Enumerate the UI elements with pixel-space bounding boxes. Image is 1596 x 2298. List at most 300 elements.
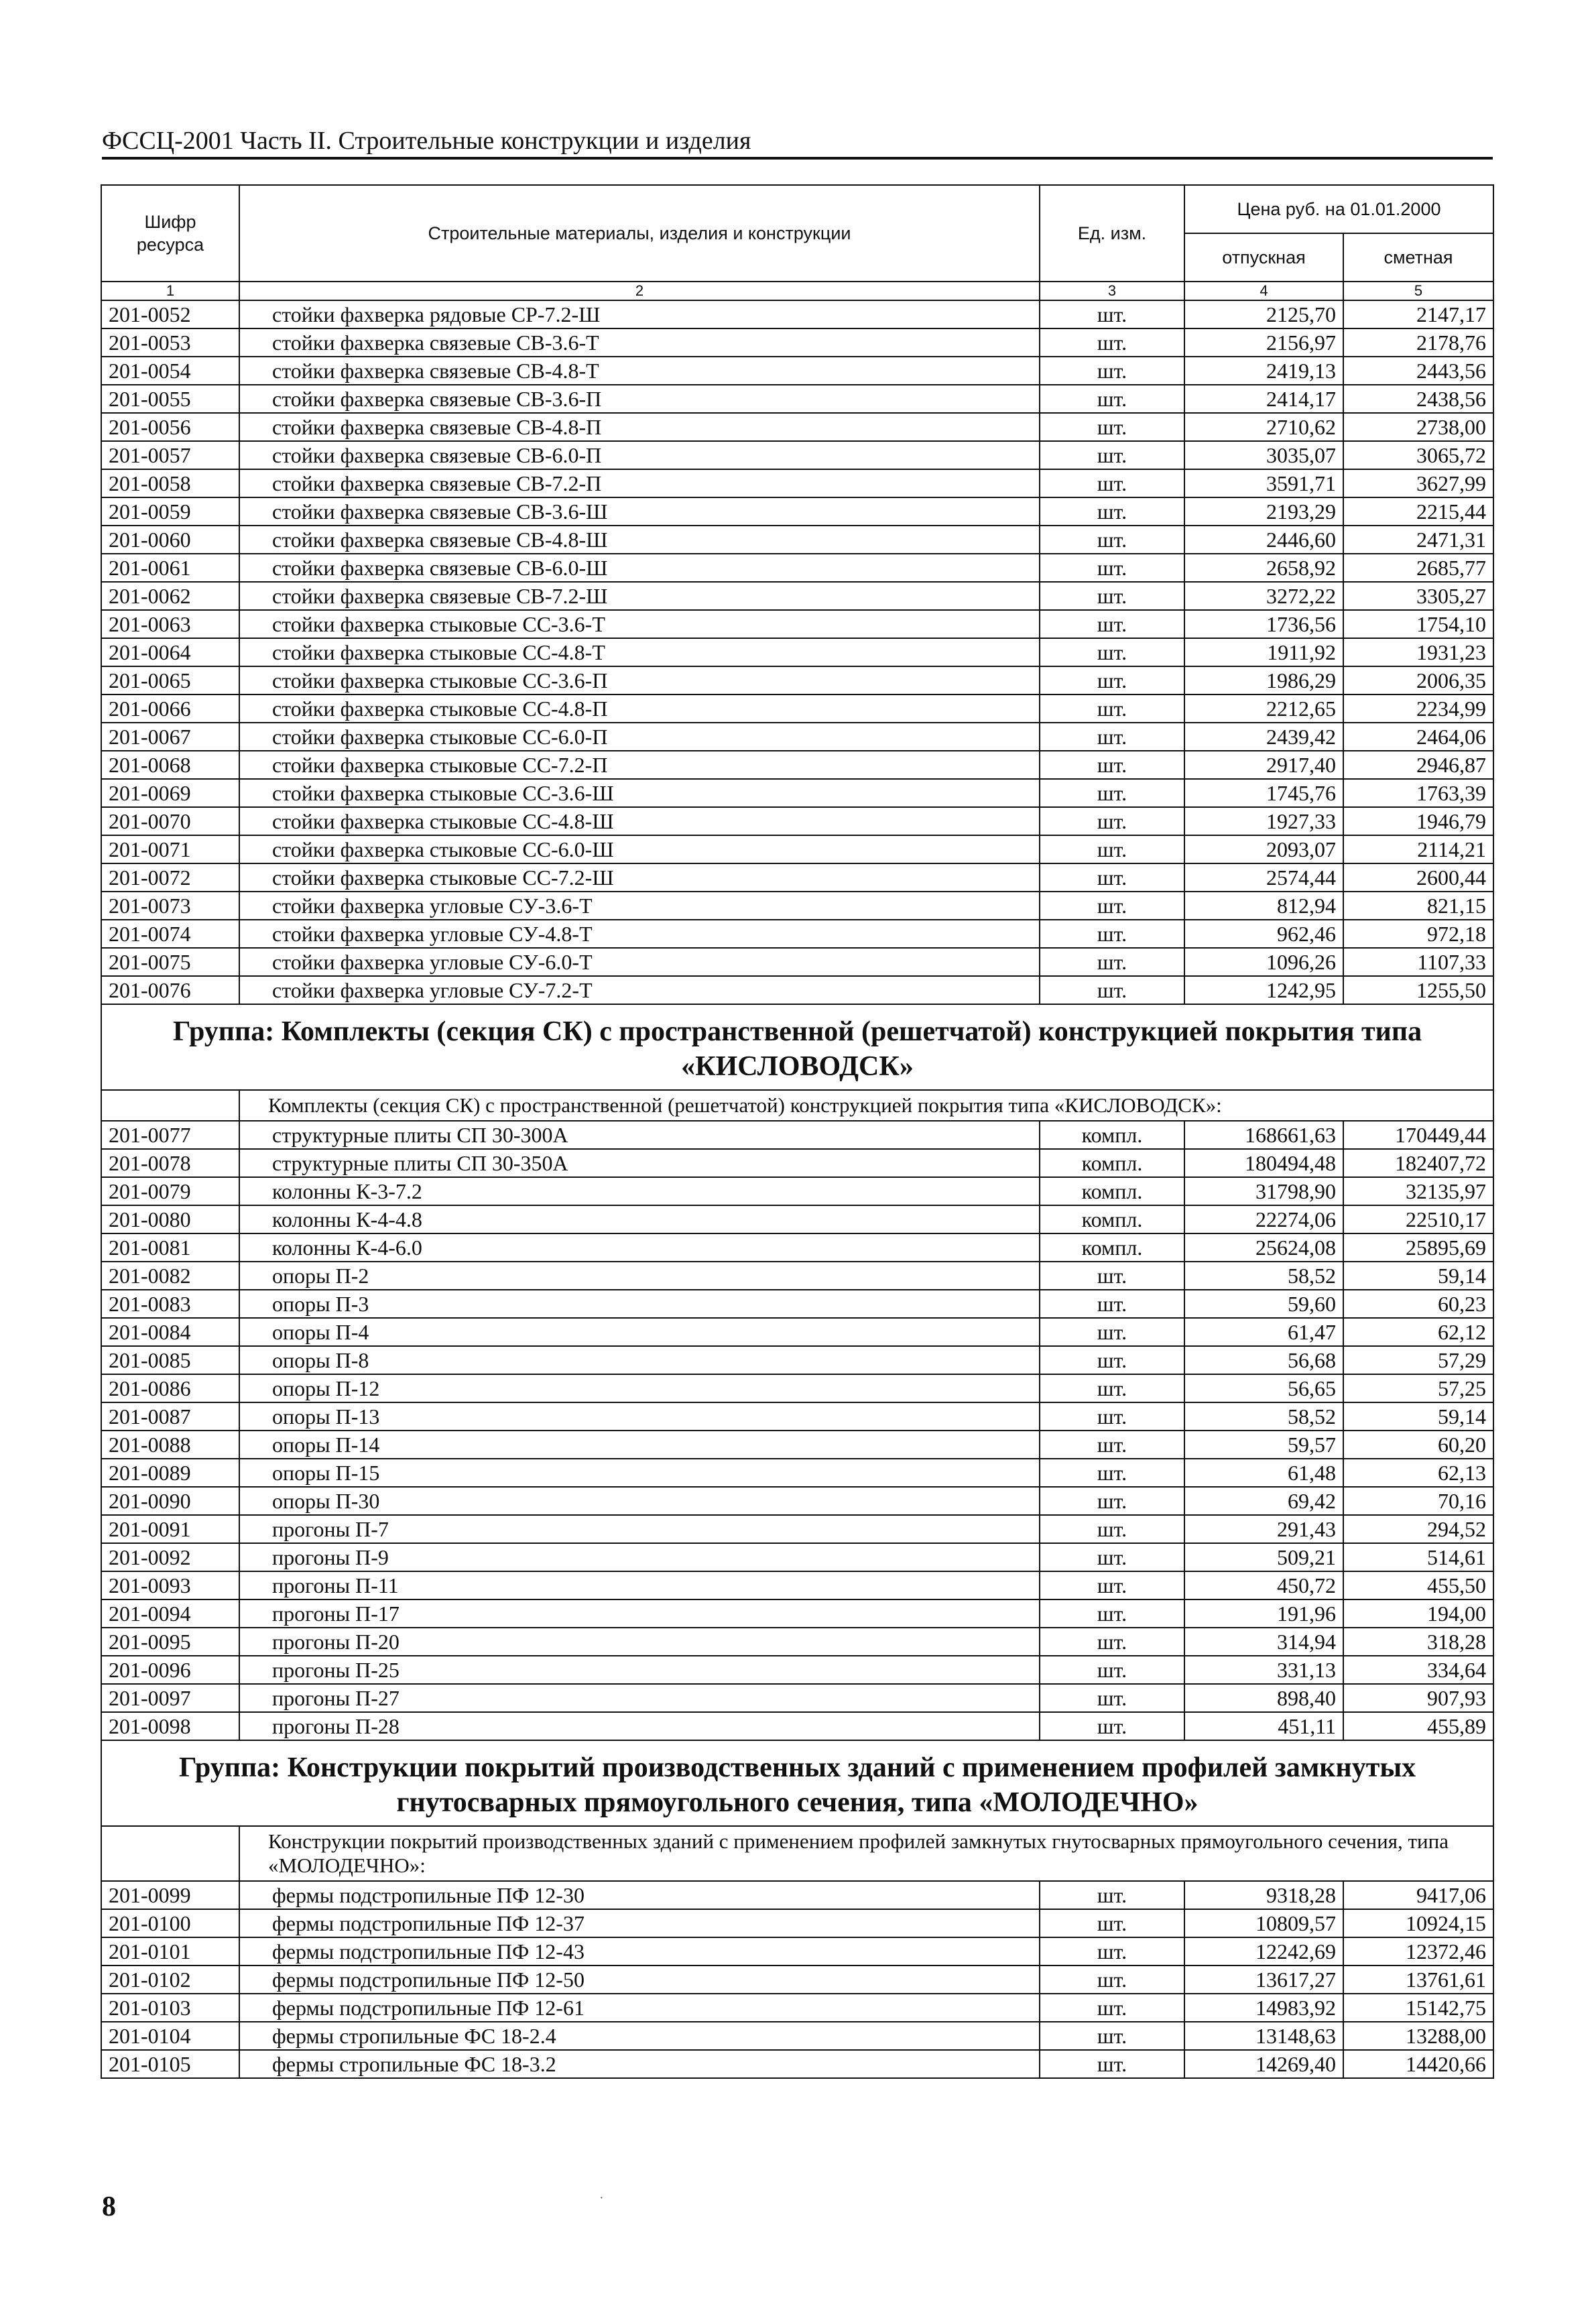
group-title: Группа: Комплекты (секция СК) с пространственной (решетчатой) конструкцией покрытия типа «КИСЛОВОДСК»: [101, 1004, 1493, 1090]
material-name-cell: фермы подстропильные ПФ 12-61: [239, 1994, 1040, 2022]
material-name-cell: опоры П-30: [239, 1487, 1040, 1515]
estimate-price-cell: 2471,31: [1343, 526, 1493, 554]
unit-cell: шт.: [1040, 694, 1184, 723]
resource-code-cell: 201-0104: [101, 2022, 239, 2050]
estimate-price-cell: 1107,33: [1343, 948, 1493, 976]
estimate-price-cell: 12372,46: [1343, 1937, 1493, 1966]
table-row: [101, 1543, 1493, 1571]
resource-code-cell: 201-0053: [101, 328, 239, 357]
resource-code-cell: 201-0094: [101, 1599, 239, 1628]
resource-code-cell: 201-0079: [101, 1177, 239, 1205]
table-row: [101, 863, 1493, 892]
price-table: [101, 184, 1494, 2079]
unit-cell: компл.: [1040, 1177, 1184, 1205]
resource-code-cell: 201-0075: [101, 948, 239, 976]
resource-code-cell: 201-0088: [101, 1431, 239, 1459]
resource-code-cell: 201-0065: [101, 666, 239, 694]
table-row: [101, 1937, 1493, 1966]
table-row: [101, 976, 1493, 1004]
estimate-price-cell: 1763,39: [1343, 779, 1493, 807]
resource-code-cell: 201-0062: [101, 582, 239, 610]
unit-cell: шт.: [1040, 976, 1184, 1004]
release-price-cell: 898,40: [1184, 1684, 1343, 1712]
resource-code-cell: 201-0063: [101, 610, 239, 638]
unit-cell: шт.: [1040, 441, 1184, 469]
resource-code-cell: 201-0076: [101, 976, 239, 1004]
material-name-cell: опоры П-14: [239, 1431, 1040, 1459]
estimate-price-cell: 3065,72: [1343, 441, 1493, 469]
unit-cell: шт.: [1040, 1318, 1184, 1346]
unit-cell: шт.: [1040, 751, 1184, 779]
table-row: [101, 1684, 1493, 1712]
unit-cell: шт.: [1040, 610, 1184, 638]
resource-code-cell: 201-0101: [101, 1937, 239, 1966]
material-name-cell: стойки фахверка связевые СВ-6.0-Ш: [239, 554, 1040, 582]
release-price-cell: 59,57: [1184, 1431, 1343, 1459]
material-name-cell: стойки фахверка стыковые СС-6.0-П: [239, 723, 1040, 751]
material-name-cell: стойки фахверка связевые СВ-7.2-П: [239, 469, 1040, 497]
release-price-cell: 25624,08: [1184, 1233, 1343, 1262]
table-row: [101, 892, 1493, 920]
material-name-cell: фермы подстропильные ПФ 12-37: [239, 1909, 1040, 1937]
table-row: [101, 1571, 1493, 1599]
estimate-price-cell: 2685,77: [1343, 554, 1493, 582]
estimate-price-cell: 294,52: [1343, 1515, 1493, 1543]
release-price-cell: 3591,71: [1184, 469, 1343, 497]
resource-code-cell: 201-0064: [101, 638, 239, 666]
estimate-price-cell: 2215,44: [1343, 497, 1493, 526]
release-price-cell: 191,96: [1184, 1599, 1343, 1628]
table-row: [101, 610, 1493, 638]
unit-cell: шт.: [1040, 1290, 1184, 1318]
column-header-price: Цена руб. на 01.01.2000: [1184, 185, 1493, 233]
resource-code-cell: 201-0070: [101, 807, 239, 835]
release-price-cell: 14983,92: [1184, 1994, 1343, 2022]
material-name-cell: стойки фахверка связевые СВ-4.8-Ш: [239, 526, 1040, 554]
table-row: [101, 1628, 1493, 1656]
resource-code-cell: 201-0105: [101, 2050, 239, 2078]
unit-cell: шт.: [1040, 666, 1184, 694]
material-name-cell: опоры П-12: [239, 1374, 1040, 1402]
material-name-cell: колонны К-4-4.8: [239, 1205, 1040, 1233]
resource-code-cell: 201-0095: [101, 1628, 239, 1656]
material-name-cell: фермы подстропильные ПФ 12-43: [239, 1937, 1040, 1966]
release-price-cell: 1911,92: [1184, 638, 1343, 666]
resource-code-cell: 201-0061: [101, 554, 239, 582]
estimate-price-cell: 62,13: [1343, 1459, 1493, 1487]
table-row: [101, 1515, 1493, 1543]
resource-code-cell: 201-0091: [101, 1515, 239, 1543]
table-row: [101, 1346, 1493, 1374]
column-number-row: [101, 282, 1493, 300]
estimate-price-cell: 455,89: [1343, 1712, 1493, 1740]
unit-cell: шт.: [1040, 554, 1184, 582]
material-name-cell: опоры П-2: [239, 1262, 1040, 1290]
material-name-cell: стойки фахверка связевые СВ-3.6-Т: [239, 328, 1040, 357]
material-name-cell: прогоны П-11: [239, 1571, 1040, 1599]
material-name-cell: опоры П-4: [239, 1318, 1040, 1346]
table-row: [101, 1909, 1493, 1937]
table-row: [101, 948, 1493, 976]
release-price-cell: 2156,97: [1184, 328, 1343, 357]
table-row: [101, 1402, 1493, 1431]
material-name-cell: стойки фахверка угловые СУ-3.6-Т: [239, 892, 1040, 920]
release-price-cell: 2093,07: [1184, 835, 1343, 863]
unit-cell: шт.: [1040, 1881, 1184, 1909]
material-name-cell: колонны К-3-7.2: [239, 1177, 1040, 1205]
release-price-cell: 10809,57: [1184, 1909, 1343, 1937]
unit-cell: шт.: [1040, 1431, 1184, 1459]
table-row: [101, 554, 1493, 582]
estimate-price-cell: 1946,79: [1343, 807, 1493, 835]
resource-code-cell: 201-0058: [101, 469, 239, 497]
release-price-cell: 31798,90: [1184, 1177, 1343, 1205]
material-name-cell: стойки фахверка стыковые СС-7.2-Ш: [239, 863, 1040, 892]
estimate-price-cell: 22510,17: [1343, 1205, 1493, 1233]
table-row: [101, 835, 1493, 863]
table-row: [101, 526, 1493, 554]
resource-code-cell: 201-0096: [101, 1656, 239, 1684]
estimate-price-cell: 59,14: [1343, 1262, 1493, 1290]
subgroup-spacer: [101, 1090, 239, 1121]
release-price-cell: 2419,13: [1184, 357, 1343, 385]
unit-cell: шт.: [1040, 1543, 1184, 1571]
release-price-cell: 2212,65: [1184, 694, 1343, 723]
resource-code-cell: 201-0072: [101, 863, 239, 892]
resource-code-cell: 201-0100: [101, 1909, 239, 1937]
release-price-cell: 56,65: [1184, 1374, 1343, 1402]
unit-cell: компл.: [1040, 1149, 1184, 1177]
material-name-cell: стойки фахверка угловые СУ-6.0-Т: [239, 948, 1040, 976]
table-row: [101, 1262, 1493, 1290]
estimate-price-cell: 514,61: [1343, 1543, 1493, 1571]
material-name-cell: опоры П-13: [239, 1402, 1040, 1431]
estimate-price-cell: 2147,17: [1343, 300, 1493, 328]
unit-cell: шт.: [1040, 385, 1184, 413]
unit-cell: шт.: [1040, 1966, 1184, 1994]
group-title: Группа: Конструкции покрытий производственных зданий с применением профилей замкнутых гнутосварных прямоугольного сечения, типа «МОЛОДЕЧНО»: [101, 1740, 1493, 1826]
release-price-cell: 331,13: [1184, 1656, 1343, 1684]
unit-cell: шт.: [1040, 863, 1184, 892]
column-header-estimate-price: сметная: [1343, 233, 1493, 282]
scan-speck: ·: [599, 2191, 604, 2205]
unit-cell: шт.: [1040, 1712, 1184, 1740]
table-row: [101, 1881, 1493, 1909]
material-name-cell: стойки фахверка угловые СУ-4.8-Т: [239, 920, 1040, 948]
material-name-cell: стойки фахверка стыковые СС-3.6-П: [239, 666, 1040, 694]
table-row: [101, 1374, 1493, 1402]
unit-cell: шт.: [1040, 2022, 1184, 2050]
unit-cell: шт.: [1040, 2050, 1184, 2078]
material-name-cell: стойки фахверка стыковые СС-4.8-П: [239, 694, 1040, 723]
table-row: [101, 694, 1493, 723]
release-price-cell: 1736,56: [1184, 610, 1343, 638]
subgroup-title-row: [101, 1090, 1493, 1121]
material-name-cell: стойки фахверка стыковые СС-6.0-Ш: [239, 835, 1040, 863]
resource-code-cell: 201-0071: [101, 835, 239, 863]
unit-cell: шт.: [1040, 723, 1184, 751]
material-name-cell: структурные плиты СП 30-350А: [239, 1149, 1040, 1177]
estimate-price-cell: 60,23: [1343, 1290, 1493, 1318]
release-price-cell: 291,43: [1184, 1515, 1343, 1543]
estimate-price-cell: 182407,72: [1343, 1149, 1493, 1177]
unit-cell: шт.: [1040, 1515, 1184, 1543]
material-name-cell: фермы стропильные ФС 18-3.2: [239, 2050, 1040, 2078]
release-price-cell: 59,60: [1184, 1290, 1343, 1318]
resource-code-cell: 201-0074: [101, 920, 239, 948]
table-row: [101, 1966, 1493, 1994]
unit-cell: шт.: [1040, 948, 1184, 976]
material-name-cell: стойки фахверка стыковые СС-4.8-Т: [239, 638, 1040, 666]
estimate-price-cell: 2464,06: [1343, 723, 1493, 751]
column-header-unit: Ед. изм.: [1040, 185, 1184, 282]
material-name-cell: стойки фахверка угловые СУ-7.2-Т: [239, 976, 1040, 1004]
table-row: [101, 751, 1493, 779]
material-name-cell: прогоны П-9: [239, 1543, 1040, 1571]
release-price-cell: 451,11: [1184, 1712, 1343, 1740]
table-row: [101, 1994, 1493, 2022]
table-row: [101, 1599, 1493, 1628]
estimate-price-cell: 2443,56: [1343, 357, 1493, 385]
unit-cell: шт.: [1040, 497, 1184, 526]
unit-cell: шт.: [1040, 1402, 1184, 1431]
unit-cell: шт.: [1040, 1262, 1184, 1290]
unit-cell: шт.: [1040, 1487, 1184, 1515]
estimate-price-cell: 57,25: [1343, 1374, 1493, 1402]
estimate-price-cell: 194,00: [1343, 1599, 1493, 1628]
subgroup-title: Конструкции покрытий производственных зданий с применением профилей замкнутых гнутосварных прямоугольного сечения, типа «МОЛОДЕЧНО»:: [239, 1826, 1493, 1881]
unit-cell: шт.: [1040, 328, 1184, 357]
release-price-cell: 58,52: [1184, 1402, 1343, 1431]
table-row: [101, 2022, 1493, 2050]
column-number: 4: [1184, 282, 1343, 300]
table-row: [101, 1431, 1493, 1459]
unit-cell: шт.: [1040, 1909, 1184, 1937]
resource-code-cell: 201-0098: [101, 1712, 239, 1740]
estimate-price-cell: 9417,06: [1343, 1881, 1493, 1909]
resource-code-cell: 201-0080: [101, 1205, 239, 1233]
resource-code-cell: 201-0078: [101, 1149, 239, 1177]
table-row: [101, 1177, 1493, 1205]
material-name-cell: стойки фахверка связевые СВ-4.8-П: [239, 413, 1040, 441]
material-name-cell: стойки фахверка стыковые СС-3.6-Т: [239, 610, 1040, 638]
unit-cell: шт.: [1040, 582, 1184, 610]
unit-cell: шт.: [1040, 835, 1184, 863]
release-price-cell: 22274,06: [1184, 1205, 1343, 1233]
estimate-price-cell: 2006,35: [1343, 666, 1493, 694]
estimate-price-cell: 25895,69: [1343, 1233, 1493, 1262]
material-name-cell: стойки фахверка стыковые СС-4.8-Ш: [239, 807, 1040, 835]
estimate-price-cell: 2738,00: [1343, 413, 1493, 441]
table-row: [101, 807, 1493, 835]
unit-cell: шт.: [1040, 807, 1184, 835]
release-price-cell: 13617,27: [1184, 1966, 1343, 1994]
resource-code-cell: 201-0066: [101, 694, 239, 723]
estimate-price-cell: 70,16: [1343, 1487, 1493, 1515]
unit-cell: шт.: [1040, 1374, 1184, 1402]
material-name-cell: стойки фахверка связевые СВ-6.0-П: [239, 441, 1040, 469]
material-name-cell: опоры П-15: [239, 1459, 1040, 1487]
estimate-price-cell: 2946,87: [1343, 751, 1493, 779]
estimate-price-cell: 1754,10: [1343, 610, 1493, 638]
resource-code-cell: 201-0089: [101, 1459, 239, 1487]
release-price-cell: 1242,95: [1184, 976, 1343, 1004]
release-price-cell: 2574,44: [1184, 863, 1343, 892]
table-row: [101, 920, 1493, 948]
subgroup-spacer: [101, 1826, 239, 1881]
release-price-cell: 2193,29: [1184, 497, 1343, 526]
subgroup-title-row: [101, 1826, 1493, 1881]
release-price-cell: 61,47: [1184, 1318, 1343, 1346]
unit-cell: шт.: [1040, 300, 1184, 328]
estimate-price-cell: 318,28: [1343, 1628, 1493, 1656]
estimate-price-cell: 14420,66: [1343, 2050, 1493, 2078]
material-name-cell: стойки фахверка стыковые СС-7.2-П: [239, 751, 1040, 779]
release-price-cell: 2125,70: [1184, 300, 1343, 328]
running-header: ФССЦ-2001 Часть II. Строительные конструкции и изделия: [102, 126, 1493, 160]
resource-code-cell: 201-0057: [101, 441, 239, 469]
material-name-cell: стойки фахверка рядовые СР-7.2-Ш: [239, 300, 1040, 328]
release-price-cell: 13148,63: [1184, 2022, 1343, 2050]
unit-cell: шт.: [1040, 638, 1184, 666]
release-price-cell: 509,21: [1184, 1543, 1343, 1571]
estimate-price-cell: 1931,23: [1343, 638, 1493, 666]
estimate-price-cell: 821,15: [1343, 892, 1493, 920]
resource-code-cell: 201-0099: [101, 1881, 239, 1909]
estimate-price-cell: 2234,99: [1343, 694, 1493, 723]
material-name-cell: стойки фахверка связевые СВ-7.2-Ш: [239, 582, 1040, 610]
release-price-cell: 2439,42: [1184, 723, 1343, 751]
resource-code-cell: 201-0085: [101, 1346, 239, 1374]
resource-code-cell: 201-0059: [101, 497, 239, 526]
price-sheet: [101, 184, 1493, 2079]
release-price-cell: 2446,60: [1184, 526, 1343, 554]
release-price-cell: 3272,22: [1184, 582, 1343, 610]
estimate-price-cell: 972,18: [1343, 920, 1493, 948]
release-price-cell: 314,94: [1184, 1628, 1343, 1656]
material-name-cell: фермы стропильные ФС 18-2.4: [239, 2022, 1040, 2050]
table-row: [101, 779, 1493, 807]
unit-cell: шт.: [1040, 1937, 1184, 1966]
page-number: 8: [102, 2191, 116, 2222]
release-price-cell: 1927,33: [1184, 807, 1343, 835]
table-row: [101, 1205, 1493, 1233]
release-price-cell: 450,72: [1184, 1571, 1343, 1599]
resource-code-cell: 201-0090: [101, 1487, 239, 1515]
table-row: [101, 328, 1493, 357]
subgroup-title: Комплекты (секция СК) с пространственной (решетчатой) конструкцией покрытия типа «КИСЛОВОДСК»:: [239, 1090, 1493, 1121]
resource-code-cell: 201-0067: [101, 723, 239, 751]
estimate-price-cell: 455,50: [1343, 1571, 1493, 1599]
material-name-cell: фермы подстропильные ПФ 12-50: [239, 1966, 1040, 1994]
resource-code-cell: 201-0082: [101, 1262, 239, 1290]
release-price-cell: 962,46: [1184, 920, 1343, 948]
estimate-price-cell: 334,64: [1343, 1656, 1493, 1684]
release-price-cell: 61,48: [1184, 1459, 1343, 1487]
estimate-price-cell: 3305,27: [1343, 582, 1493, 610]
table-row: [101, 1459, 1493, 1487]
estimate-price-cell: 2114,21: [1343, 835, 1493, 863]
estimate-price-cell: 907,93: [1343, 1684, 1493, 1712]
estimate-price-cell: 57,29: [1343, 1346, 1493, 1374]
material-name-cell: прогоны П-28: [239, 1712, 1040, 1740]
release-price-cell: 2658,92: [1184, 554, 1343, 582]
resource-code-cell: 201-0102: [101, 1966, 239, 1994]
release-price-cell: 1745,76: [1184, 779, 1343, 807]
estimate-price-cell: 62,12: [1343, 1318, 1493, 1346]
table-row: [101, 1290, 1493, 1318]
column-number: 3: [1040, 282, 1184, 300]
resource-code-cell: 201-0086: [101, 1374, 239, 1402]
estimate-price-cell: 3627,99: [1343, 469, 1493, 497]
column-header-code: Шифр ресурса: [101, 185, 239, 282]
release-price-cell: 812,94: [1184, 892, 1343, 920]
column-number: 5: [1343, 282, 1493, 300]
release-price-cell: 180494,48: [1184, 1149, 1343, 1177]
release-price-cell: 12242,69: [1184, 1937, 1343, 1966]
resource-code-cell: 201-0060: [101, 526, 239, 554]
table-row: [101, 413, 1493, 441]
table-row: [101, 1233, 1493, 1262]
release-price-cell: 2917,40: [1184, 751, 1343, 779]
resource-code-cell: 201-0073: [101, 892, 239, 920]
unit-cell: шт.: [1040, 892, 1184, 920]
resource-code-cell: 201-0056: [101, 413, 239, 441]
table-row: [101, 497, 1493, 526]
material-name-cell: прогоны П-7: [239, 1515, 1040, 1543]
table-row: [101, 357, 1493, 385]
resource-code-cell: 201-0052: [101, 300, 239, 328]
resource-code-cell: 201-0077: [101, 1121, 239, 1149]
table-row: [101, 385, 1493, 413]
resource-code-cell: 201-0093: [101, 1571, 239, 1599]
release-price-cell: 14269,40: [1184, 2050, 1343, 2078]
resource-code-cell: 201-0087: [101, 1402, 239, 1431]
column-header-name: Строительные материалы, изделия и конструкции: [239, 185, 1040, 282]
table-row: [101, 666, 1493, 694]
estimate-price-cell: 2178,76: [1343, 328, 1493, 357]
unit-cell: шт.: [1040, 1459, 1184, 1487]
material-name-cell: фермы подстропильные ПФ 12-30: [239, 1881, 1040, 1909]
resource-code-cell: 201-0092: [101, 1543, 239, 1571]
material-name-cell: опоры П-8: [239, 1346, 1040, 1374]
unit-cell: шт.: [1040, 469, 1184, 497]
unit-cell: шт.: [1040, 1628, 1184, 1656]
estimate-price-cell: 13761,61: [1343, 1966, 1493, 1994]
estimate-price-cell: 32135,97: [1343, 1177, 1493, 1205]
resource-code-cell: 201-0055: [101, 385, 239, 413]
release-price-cell: 9318,28: [1184, 1881, 1343, 1909]
material-name-cell: опоры П-3: [239, 1290, 1040, 1318]
estimate-price-cell: 13288,00: [1343, 2022, 1493, 2050]
resource-code-cell: 201-0081: [101, 1233, 239, 1262]
material-name-cell: прогоны П-20: [239, 1628, 1040, 1656]
release-price-cell: 1986,29: [1184, 666, 1343, 694]
unit-cell: шт.: [1040, 920, 1184, 948]
material-name-cell: прогоны П-17: [239, 1599, 1040, 1628]
table-row: [101, 1121, 1493, 1149]
table-row: [101, 1149, 1493, 1177]
table-row: [101, 1318, 1493, 1346]
estimate-price-cell: 170449,44: [1343, 1121, 1493, 1149]
release-price-cell: 69,42: [1184, 1487, 1343, 1515]
material-name-cell: прогоны П-27: [239, 1684, 1040, 1712]
unit-cell: шт.: [1040, 526, 1184, 554]
estimate-price-cell: 59,14: [1343, 1402, 1493, 1431]
release-price-cell: 56,68: [1184, 1346, 1343, 1374]
table-row: [101, 300, 1493, 328]
group-title-row: [101, 1004, 1493, 1090]
